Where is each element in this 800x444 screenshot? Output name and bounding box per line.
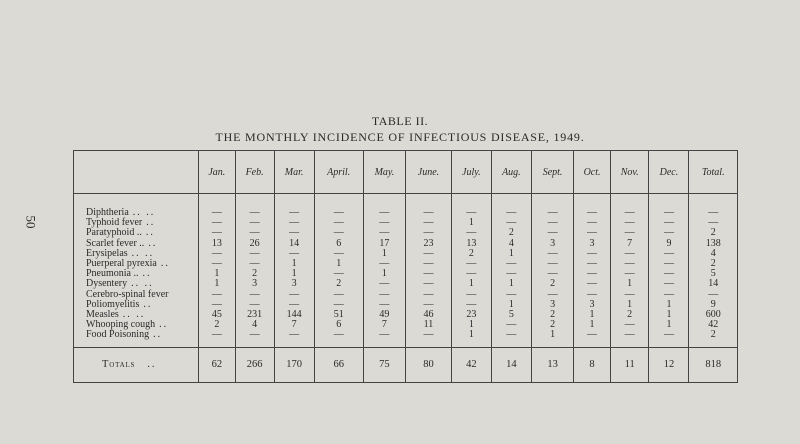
- cell-value: 600: [689, 310, 738, 320]
- cell-value: —: [314, 290, 363, 300]
- cell-value: 1: [531, 330, 573, 340]
- cell-value: —: [314, 300, 363, 310]
- cell-value: 1: [610, 300, 649, 310]
- cell-value: 2: [689, 228, 738, 238]
- leader-dots: .. ..: [122, 309, 146, 321]
- table-row: [74, 228, 738, 238]
- cell-value: 13: [451, 239, 491, 249]
- cell-value: 7: [274, 320, 314, 330]
- cell-value: 42: [689, 320, 738, 330]
- cell-value: —: [406, 259, 452, 269]
- cell-value: —: [689, 290, 738, 300]
- column-header: Total.: [689, 151, 738, 194]
- cell-value: —: [610, 218, 649, 228]
- column-header: June.: [406, 151, 452, 194]
- cell-value: —: [363, 218, 405, 228]
- cell-value: 2: [314, 279, 363, 289]
- column-header: Nov.: [610, 151, 649, 194]
- disease-label: Scarlet fever ..: [86, 237, 145, 249]
- cell-value: 2: [531, 320, 573, 330]
- cell-value: —: [274, 290, 314, 300]
- cell-value: —: [491, 290, 531, 300]
- cell-value: —: [491, 330, 531, 340]
- total-value: 14: [491, 347, 531, 382]
- cell-value: —: [451, 300, 491, 310]
- disease-name: [74, 330, 199, 340]
- table-row: [74, 310, 738, 320]
- cell-value: —: [363, 208, 405, 218]
- cell-value: 4: [491, 239, 531, 249]
- column-header: July.: [451, 151, 491, 194]
- table-row: [74, 269, 738, 279]
- cell-value: 5: [491, 310, 531, 320]
- cell-value: —: [199, 208, 236, 218]
- cell-value: 3: [574, 239, 611, 249]
- cell-value: 138: [689, 239, 738, 249]
- totals-row: [74, 347, 738, 382]
- cell-value: —: [363, 228, 405, 238]
- disease-label: Erysipelas: [86, 247, 128, 259]
- cell-value: 1: [649, 320, 689, 330]
- cell-value: —: [406, 249, 452, 259]
- cell-value: —: [531, 228, 573, 238]
- cell-value: —: [235, 290, 274, 300]
- cell-value: —: [314, 208, 363, 218]
- disease-label: Typhoid fever: [86, 217, 143, 229]
- cell-value: 7: [610, 239, 649, 249]
- cell-value: —: [649, 269, 689, 279]
- cell-value: —: [199, 300, 236, 310]
- leader-dots: ..: [145, 227, 155, 239]
- cell-value: —: [491, 320, 531, 330]
- cell-value: 9: [649, 239, 689, 249]
- cell-value: 7: [363, 320, 405, 330]
- cell-value: 1: [491, 279, 531, 289]
- cell-value: —: [531, 218, 573, 228]
- cell-value: —: [314, 228, 363, 238]
- cell-value: 13: [199, 239, 236, 249]
- cell-value: —: [574, 218, 611, 228]
- header-row: [74, 151, 738, 194]
- cell-value: —: [363, 330, 405, 340]
- total-value: 8: [574, 347, 611, 382]
- table-row: [74, 249, 738, 259]
- cell-value: —: [363, 300, 405, 310]
- cell-value: 14: [274, 239, 314, 249]
- cell-value: —: [491, 269, 531, 279]
- cell-value: —: [610, 269, 649, 279]
- cell-value: 1: [649, 300, 689, 310]
- table-row: [74, 330, 738, 340]
- leader-dots: ..: [147, 359, 157, 371]
- cell-value: —: [649, 279, 689, 289]
- cell-value: 14: [689, 279, 738, 289]
- header-blank: [74, 151, 199, 194]
- cell-value: —: [610, 320, 649, 330]
- cell-value: 49: [363, 310, 405, 320]
- total-value: 42: [451, 347, 491, 382]
- column-header: Oct.: [574, 151, 611, 194]
- cell-value: —: [649, 290, 689, 300]
- cell-value: —: [235, 228, 274, 238]
- cell-value: —: [531, 208, 573, 218]
- cell-value: —: [649, 218, 689, 228]
- cell-value: —: [491, 208, 531, 218]
- leader-dots: ..: [153, 329, 163, 341]
- leader-dots: ..: [146, 217, 156, 229]
- column-header: Mar.: [274, 151, 314, 194]
- cell-value: 9: [689, 300, 738, 310]
- cell-value: 1: [363, 249, 405, 259]
- cell-value: —: [235, 249, 274, 259]
- cell-value: —: [451, 290, 491, 300]
- cell-value: —: [363, 259, 405, 269]
- cell-value: 1: [574, 310, 611, 320]
- cell-value: 2: [491, 228, 531, 238]
- cell-value: 45: [199, 310, 236, 320]
- cell-value: —: [610, 330, 649, 340]
- cell-value: —: [199, 259, 236, 269]
- cell-value: 4: [235, 320, 274, 330]
- column-header: Aug.: [491, 151, 531, 194]
- cell-value: —: [574, 290, 611, 300]
- cell-value: 1: [314, 259, 363, 269]
- column-header: Sept.: [531, 151, 573, 194]
- cell-value: 3: [235, 279, 274, 289]
- totals-label: [74, 347, 199, 382]
- cell-value: 3: [574, 300, 611, 310]
- column-header: Jan.: [199, 151, 236, 194]
- cell-value: 1: [451, 218, 491, 228]
- cell-value: 2: [199, 320, 236, 330]
- cell-value: —: [235, 218, 274, 228]
- disease-label: Paratyphoid ..: [86, 227, 142, 239]
- cell-value: —: [689, 208, 738, 218]
- cell-value: —: [235, 259, 274, 269]
- cell-value: 3: [531, 239, 573, 249]
- cell-value: —: [649, 249, 689, 259]
- cell-value: —: [199, 330, 236, 340]
- cell-value: 1: [491, 249, 531, 259]
- cell-value: —: [574, 259, 611, 269]
- total-value: 818: [689, 347, 738, 382]
- cell-value: —: [406, 269, 452, 279]
- cell-value: —: [314, 330, 363, 340]
- column-header: May.: [363, 151, 405, 194]
- cell-value: —: [363, 279, 405, 289]
- total-value: 80: [406, 347, 452, 382]
- cell-value: —: [406, 208, 452, 218]
- cell-value: 11: [406, 320, 452, 330]
- cell-value: —: [363, 290, 405, 300]
- cell-value: 1: [363, 269, 405, 279]
- cell-value: —: [574, 279, 611, 289]
- cell-value: —: [610, 208, 649, 218]
- cell-value: —: [406, 300, 452, 310]
- cell-value: —: [314, 218, 363, 228]
- cell-value: —: [531, 259, 573, 269]
- disease-label: Pneumonia ..: [86, 268, 139, 280]
- cell-value: 2: [689, 330, 738, 340]
- table-body: [74, 194, 738, 383]
- column-header: Dec.: [649, 151, 689, 194]
- table-title: TABLE II.: [371, 114, 429, 128]
- table-row: [74, 239, 738, 249]
- cell-value: 2: [235, 269, 274, 279]
- total-value: 75: [363, 347, 405, 382]
- cell-value: —: [610, 290, 649, 300]
- cell-value: —: [274, 249, 314, 259]
- disease-label: Diphtheria: [86, 207, 129, 218]
- cell-value: 1: [199, 279, 236, 289]
- cell-value: —: [274, 228, 314, 238]
- cell-value: 2: [531, 279, 573, 289]
- disease-label: Food Poisoning: [86, 329, 150, 341]
- cell-value: —: [199, 218, 236, 228]
- cell-value: —: [451, 269, 491, 279]
- cell-value: 23: [406, 239, 452, 249]
- leader-dots: .. ..: [131, 278, 154, 290]
- cell-value: —: [649, 208, 689, 218]
- cell-value: 2: [689, 259, 738, 269]
- cell-value: —: [649, 228, 689, 238]
- cell-value: —: [531, 249, 573, 259]
- cell-value: —: [406, 290, 452, 300]
- page-number: 50: [23, 215, 39, 229]
- leader-dots: ..: [143, 298, 153, 310]
- cell-value: —: [649, 259, 689, 269]
- cell-value: —: [491, 218, 531, 228]
- disease-label: Whooping cough: [86, 319, 156, 331]
- cell-value: 1: [649, 310, 689, 320]
- total-value: 62: [199, 347, 236, 382]
- leader-dots: ..: [148, 237, 158, 249]
- cell-value: —: [451, 228, 491, 238]
- totals-label-text: Totals: [102, 359, 136, 371]
- spacer-row: [74, 194, 738, 209]
- cell-value: 3: [531, 300, 573, 310]
- leader-dots: ..: [142, 268, 152, 280]
- cell-value: 4: [689, 249, 738, 259]
- total-value: 12: [649, 347, 689, 382]
- cell-value: 26: [235, 239, 274, 249]
- cell-value: 1: [274, 269, 314, 279]
- cell-value: —: [199, 249, 236, 259]
- cell-value: 1: [451, 330, 491, 340]
- cell-value: —: [274, 300, 314, 310]
- cell-value: —: [235, 300, 274, 310]
- cell-value: —: [406, 330, 452, 340]
- column-header: April.: [314, 151, 363, 194]
- leader-dots: .. ..: [132, 207, 156, 218]
- cell-value: —: [574, 269, 611, 279]
- cell-value: —: [235, 208, 274, 218]
- cell-value: —: [574, 228, 611, 238]
- cell-value: 231: [235, 310, 274, 320]
- table-row: [74, 290, 738, 300]
- cell-value: —: [610, 228, 649, 238]
- cell-value: 3: [274, 279, 314, 289]
- cell-value: —: [235, 330, 274, 340]
- cell-value: 2: [610, 310, 649, 320]
- leader-dots: ..: [160, 258, 170, 270]
- cell-value: 17: [363, 239, 405, 249]
- table-row: [74, 279, 738, 289]
- table-subtitle: THE MONTHLY INCIDENCE OF INFECTIOUS DISEASE, 1949.: [215, 130, 585, 144]
- cell-value: —: [451, 208, 491, 218]
- cell-value: —: [451, 259, 491, 269]
- cell-value: —: [406, 218, 452, 228]
- cell-value: 1: [574, 320, 611, 330]
- cell-value: —: [574, 249, 611, 259]
- disease-label: Puerperal pyrexia: [86, 258, 157, 270]
- cell-value: —: [406, 228, 452, 238]
- cell-value: 1: [451, 320, 491, 330]
- table-row: [74, 259, 738, 269]
- total-value: 170: [274, 347, 314, 382]
- cell-value: 1: [491, 300, 531, 310]
- cell-value: 1: [274, 259, 314, 269]
- cell-value: 46: [406, 310, 452, 320]
- disease-label: Cerebro-spinal fever: [86, 288, 169, 300]
- cell-value: —: [274, 208, 314, 218]
- cell-value: —: [610, 259, 649, 269]
- table-row: [74, 320, 738, 330]
- total-value: 266: [235, 347, 274, 382]
- cell-value: —: [574, 208, 611, 218]
- leader-dots: ..: [159, 319, 169, 331]
- cell-value: 1: [451, 279, 491, 289]
- cell-value: 2: [531, 310, 573, 320]
- total-value: 13: [531, 347, 573, 382]
- cell-value: —: [649, 330, 689, 340]
- cell-value: 2: [451, 249, 491, 259]
- cell-value: —: [314, 249, 363, 259]
- total-value: 66: [314, 347, 363, 382]
- total-value: 11: [610, 347, 649, 382]
- cell-value: —: [689, 218, 738, 228]
- cell-value: —: [274, 330, 314, 340]
- disease-label: Poliomyelitis: [86, 298, 140, 310]
- disease-label: Dysentery: [86, 278, 128, 290]
- cell-value: 1: [199, 269, 236, 279]
- table-row: [74, 300, 738, 310]
- disease-label: Measles: [86, 309, 119, 321]
- cell-value: —: [610, 249, 649, 259]
- cell-value: 144: [274, 310, 314, 320]
- cell-value: 5: [689, 269, 738, 279]
- cell-value: 1: [610, 279, 649, 289]
- table-row: [74, 218, 738, 228]
- leader-dots: .. ..: [131, 247, 155, 259]
- cell-value: 23: [451, 310, 491, 320]
- cell-value: —: [314, 269, 363, 279]
- cell-value: —: [406, 279, 452, 289]
- cell-value: —: [274, 218, 314, 228]
- cell-value: 6: [314, 239, 363, 249]
- cell-value: —: [531, 269, 573, 279]
- cell-value: —: [199, 290, 236, 300]
- column-header: Feb.: [235, 151, 274, 194]
- cell-value: 51: [314, 310, 363, 320]
- cell-value: 6: [314, 320, 363, 330]
- cell-value: —: [491, 259, 531, 269]
- cell-value: —: [199, 228, 236, 238]
- table-row: [74, 208, 738, 218]
- incidence-table: [73, 150, 738, 383]
- cell-value: —: [574, 330, 611, 340]
- cell-value: —: [531, 290, 573, 300]
